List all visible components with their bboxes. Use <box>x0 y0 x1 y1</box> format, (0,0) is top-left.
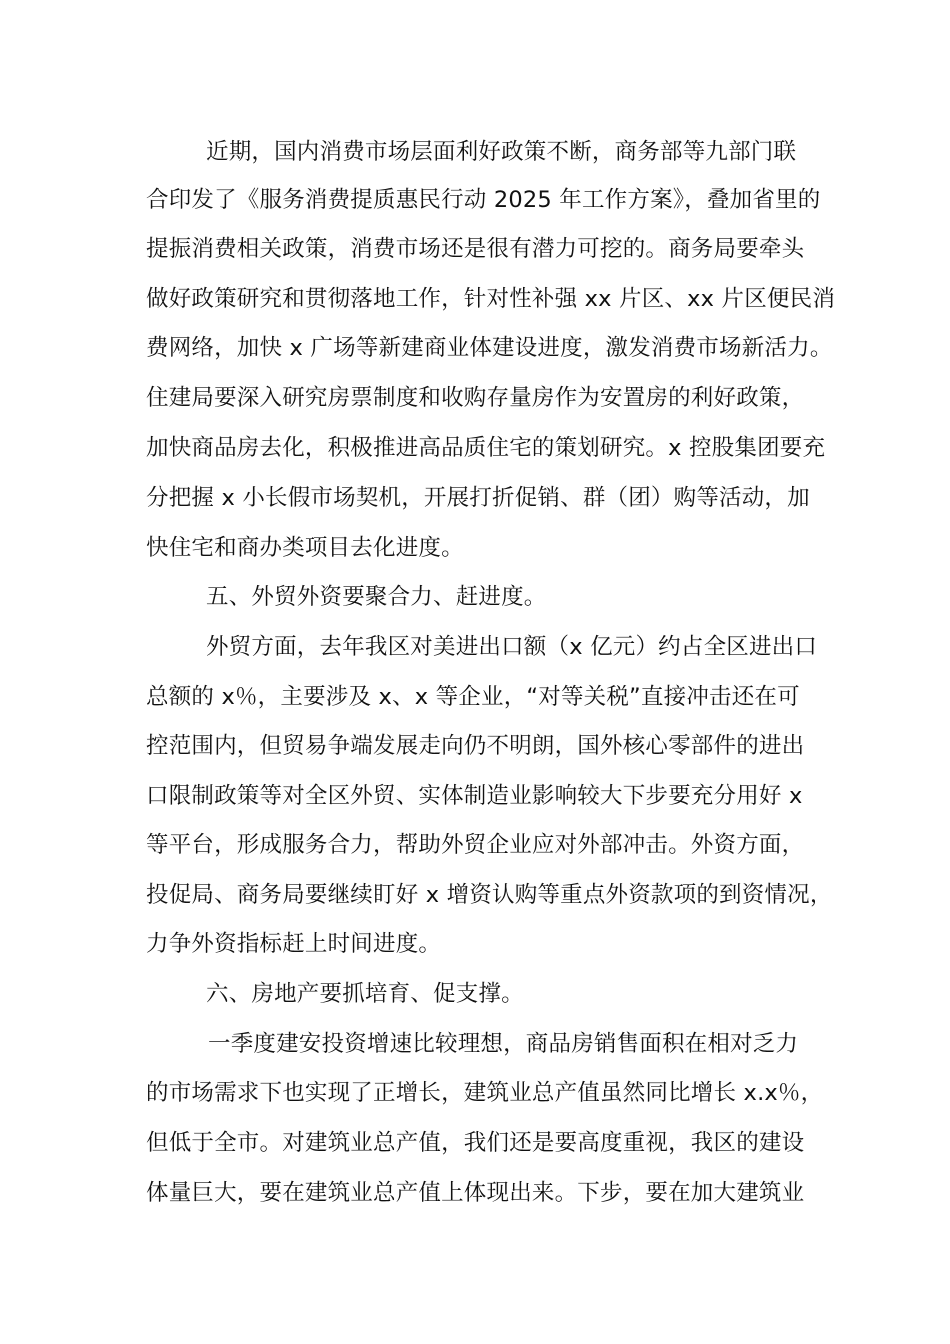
paragraph-line: 但低于全市。对建筑业总产值，我们还是要高度重视，我区的建设 <box>146 1130 805 1156</box>
paragraph-line: 分把握 x 小长假市场契机，开展打折促销、群（团）购等活动，加 <box>146 485 810 511</box>
paragraph-line: 费网络，加快 x 广场等新建商业体建设进度，激发消费市场新活力。 <box>146 335 833 361</box>
paragraph-line: 总额的 x％，主要涉及 x、x 等企业，“对等关税”直接冲击还在可 <box>146 684 800 710</box>
paragraph-line: 体量巨大，要在建筑业总产值上体现出来。下步，要在加大建筑业 <box>146 1180 805 1206</box>
paragraph-line: 加快商品房去化，积极推进高品质住宅的策划研究。x 控股集团要充 <box>146 435 826 461</box>
paragraph-line: 等平台，形成服务合力，帮助外贸企业应对外部冲击。外资方面， <box>146 832 805 858</box>
paragraph-line: 力争外资指标赶上时间进度。 <box>146 931 442 957</box>
paragraph-line: 提振消费相关政策，消费市场还是很有潜力可挖的。商务局要牵头 <box>146 236 805 262</box>
paragraph-line: 的市场需求下也实现了正增长，建筑业总产值虽然同比增长 x.x％， <box>146 1080 824 1106</box>
section-heading: 六、房地产要抓培育、促支撑。 <box>206 981 524 1007</box>
paragraph-line: 投促局、商务局要继续盯好 x 增资认购等重点外资款项的到资情况， <box>146 882 833 908</box>
paragraph-line: 快住宅和商办类项目去化进度。 <box>146 535 464 561</box>
paragraph-line: 控范围内，但贸易争端发展走向仍不明朗，国外核心零部件的进出 <box>146 733 805 759</box>
paragraph-line: 口限制政策等对全区外贸、实体制造业影响较大下步要充分用好 x <box>146 783 803 809</box>
paragraph-line: 住建局要深入研究房票制度和收购存量房作为安置房的利好政策， <box>146 385 805 411</box>
paragraph-line: 近期，国内消费市场层面利好政策不断，商务部等九部门联 <box>206 139 797 165</box>
paragraph-line: 做好政策研究和贯彻落地工作，针对性补强 xx 片区、xx 片区便民消 <box>146 286 836 312</box>
section-heading: 五、外贸外资要聚合力、赶进度。 <box>206 584 547 610</box>
paragraph-line: 外贸方面，去年我区对美进出口额（x 亿元）约占全区进出口 <box>206 634 818 660</box>
paragraph-line: 合印发了《服务消费提质惠民行动 2025 年工作方案》，叠加省里的 <box>146 187 821 213</box>
paragraph-line: 一季度建安投资增速比较理想，商品房销售面积在相对乏力 <box>208 1031 799 1057</box>
